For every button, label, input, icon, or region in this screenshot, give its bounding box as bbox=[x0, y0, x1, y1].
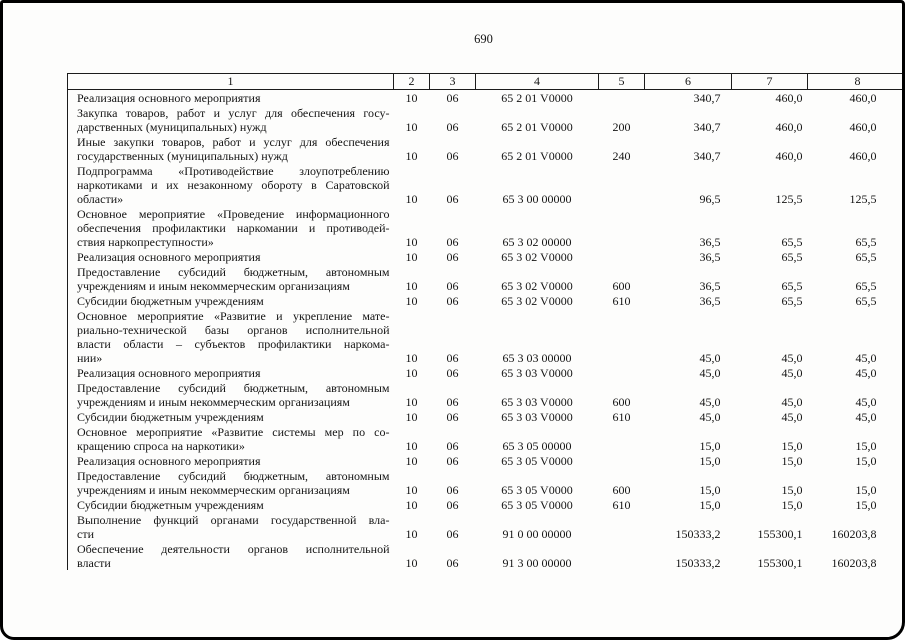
row-value-cell: 65 3 03 V0000 bbox=[501, 395, 573, 409]
row-title-cell bbox=[68, 380, 394, 409]
row-title-cell bbox=[68, 90, 394, 106]
table-header bbox=[68, 74, 905, 90]
row-value-cell: 610 bbox=[612, 294, 631, 308]
row-value-cell: 65 3 00 00000 bbox=[502, 192, 572, 206]
row-value-cell: 65,5 bbox=[781, 294, 803, 308]
row-value-cell: 65 3 05 V0000 bbox=[501, 454, 573, 468]
row-value-cell: 240 bbox=[612, 149, 631, 163]
row-value-cell: 15,0 bbox=[855, 439, 877, 453]
row-title-line: нии» bbox=[77, 351, 103, 365]
row-value-cell: 155300,1 bbox=[757, 556, 803, 570]
row-value-cell bbox=[599, 90, 645, 106]
row-value-cell: 65 2 01 V0000 bbox=[501, 149, 573, 163]
row-title-line: учреждениям и иным некоммерческим организациям bbox=[77, 279, 350, 293]
row-title-line: Реализация основного мероприятия bbox=[77, 250, 261, 264]
row-value-cell: 06 bbox=[446, 91, 459, 105]
row-title-line: дарственных (муниципальных) нужд bbox=[77, 120, 267, 134]
row-value-cell: 600 bbox=[612, 483, 631, 497]
row-title-line: Подпрограмма «Противодействие злоупотреблению bbox=[77, 164, 390, 178]
table-row bbox=[68, 497, 905, 512]
row-value-cell bbox=[599, 453, 645, 468]
row-value-cell: 45,0 bbox=[781, 410, 803, 424]
row-value-cell: 610 bbox=[612, 498, 631, 512]
row-value-cell: 10 bbox=[405, 498, 418, 512]
row-value-cell: 65,5 bbox=[781, 250, 803, 264]
row-value-cell: 10 bbox=[405, 235, 418, 249]
row-title-cell bbox=[68, 308, 394, 365]
row-title-line: наркотиками и их незаконному обороту в Саратовской bbox=[77, 178, 390, 192]
row-value-cell: 06 bbox=[446, 235, 459, 249]
row-title-line: Предоставление субсидий бюджетным, автономным bbox=[77, 469, 390, 483]
row-title-line: риально-технической базы органов исполнительной bbox=[77, 323, 390, 337]
row-value-cell: 15,0 bbox=[699, 439, 721, 453]
row-value-cell bbox=[599, 308, 645, 365]
row-value-cell: 65,5 bbox=[781, 279, 803, 293]
row-title-line: Субсидии бюджетным учреждениям bbox=[77, 410, 264, 424]
row-value-cell: 65 3 05 00000 bbox=[502, 439, 572, 453]
row-value-cell: 45,0 bbox=[699, 410, 721, 424]
row-title-line: кращению спроса на наркотики» bbox=[77, 439, 245, 453]
column-header-1: 1 bbox=[68, 74, 394, 90]
row-value-cell: 96,5 bbox=[699, 192, 721, 206]
row-value-cell bbox=[599, 163, 645, 206]
row-value-cell: 10 bbox=[405, 556, 418, 570]
row-value-cell: 10 bbox=[405, 454, 418, 468]
row-value-cell: 460,0 bbox=[849, 120, 877, 134]
row-value-cell: 45,0 bbox=[699, 395, 721, 409]
row-value-cell: 610 bbox=[612, 410, 631, 424]
row-title-cell bbox=[68, 249, 394, 264]
column-header-8: 8 bbox=[808, 74, 905, 90]
row-title-cell bbox=[68, 105, 394, 134]
row-title-cell bbox=[68, 409, 394, 424]
row-title-cell bbox=[68, 512, 394, 541]
table-row bbox=[68, 308, 905, 365]
row-value-cell: 460,0 bbox=[849, 149, 877, 163]
column-header-6: 6 bbox=[645, 74, 732, 90]
row-value-cell: 06 bbox=[446, 294, 459, 308]
row-title-line: Выполнение функций органами государственной вла- bbox=[77, 513, 390, 527]
table-row bbox=[68, 424, 905, 453]
row-value-cell: 340,7 bbox=[693, 120, 721, 134]
row-title-line: Иные закупки товаров, работ и услуг для обеспечения bbox=[77, 135, 390, 149]
table-row bbox=[68, 249, 905, 264]
row-value-cell: 45,0 bbox=[699, 351, 721, 365]
row-value-cell: 10 bbox=[405, 410, 418, 424]
row-value-cell: 10 bbox=[405, 120, 418, 134]
row-value-cell: 06 bbox=[446, 250, 459, 264]
page-number: 690 bbox=[474, 32, 493, 46]
row-value-cell: 45,0 bbox=[855, 351, 877, 365]
row-value-cell: 15,0 bbox=[699, 454, 721, 468]
row-title-line: Реализация основного мероприятия bbox=[77, 366, 261, 380]
table-row bbox=[68, 163, 905, 206]
row-value-cell: 340,7 bbox=[693, 91, 721, 105]
row-value-cell: 65 2 01 V0000 bbox=[501, 91, 573, 105]
row-value-cell: 36,5 bbox=[699, 250, 721, 264]
row-title-cell bbox=[68, 468, 394, 497]
row-title-line: Предоставление субсидий бюджетным, автономным bbox=[77, 381, 390, 395]
column-header-5: 5 bbox=[599, 74, 645, 90]
column-header-4: 4 bbox=[476, 74, 599, 90]
row-value-cell: 65 3 02 V0000 bbox=[501, 294, 573, 308]
column-header-3: 3 bbox=[430, 74, 476, 90]
row-value-cell: 06 bbox=[446, 120, 459, 134]
table-row bbox=[68, 409, 905, 424]
row-title-cell bbox=[68, 264, 394, 293]
row-value-cell: 65 3 03 V0000 bbox=[501, 366, 573, 380]
table-header-row bbox=[68, 74, 905, 90]
row-title-line: Основное мероприятие «Проведение информационного bbox=[77, 207, 390, 221]
row-value-cell: 10 bbox=[405, 395, 418, 409]
row-title-cell bbox=[68, 134, 394, 163]
row-value-cell: 65,5 bbox=[855, 250, 877, 264]
row-value-cell: 06 bbox=[446, 366, 459, 380]
row-title-line: области» bbox=[77, 192, 124, 206]
row-value-cell: 10 bbox=[405, 527, 418, 541]
table-row bbox=[68, 206, 905, 249]
row-value-cell: 10 bbox=[405, 250, 418, 264]
row-value-cell: 91 3 00 00000 bbox=[502, 556, 572, 570]
row-value-cell: 15,0 bbox=[855, 498, 877, 512]
row-value-cell: 65 3 03 V0000 bbox=[501, 410, 573, 424]
row-value-cell: 10 bbox=[405, 439, 418, 453]
row-value-cell: 06 bbox=[446, 410, 459, 424]
column-header-7: 7 bbox=[732, 74, 808, 90]
row-value-cell: 36,5 bbox=[699, 235, 721, 249]
row-title-cell bbox=[68, 206, 394, 249]
row-title-cell bbox=[68, 424, 394, 453]
row-value-cell: 65 3 02 00000 bbox=[502, 235, 572, 249]
row-title-line: сти bbox=[77, 527, 94, 541]
row-value-cell: 91 0 00 00000 bbox=[502, 527, 572, 541]
row-title-cell bbox=[68, 497, 394, 512]
table-row bbox=[68, 105, 905, 134]
budget-table bbox=[67, 73, 905, 570]
row-title-line: ствия наркопреступности» bbox=[77, 235, 214, 249]
row-title-line: Основное мероприятие «Развитие и укрепление мате- bbox=[77, 309, 390, 323]
row-title-line: Закупка товаров, работ и услуг для обеспечения госу- bbox=[77, 106, 390, 120]
row-value-cell: 45,0 bbox=[781, 351, 803, 365]
row-value-cell: 65 2 01 V0000 bbox=[501, 120, 573, 134]
row-value-cell: 125,5 bbox=[775, 192, 803, 206]
row-value-cell: 160203,8 bbox=[831, 556, 877, 570]
row-title-line: Субсидии бюджетным учреждениям bbox=[77, 498, 264, 512]
row-value-cell: 125,5 bbox=[849, 192, 877, 206]
table-row bbox=[68, 468, 905, 497]
row-value-cell: 65 3 02 V0000 bbox=[501, 279, 573, 293]
table-row bbox=[68, 134, 905, 163]
row-value-cell: 460,0 bbox=[775, 120, 803, 134]
row-value-cell: 06 bbox=[446, 351, 459, 365]
row-value-cell: 45,0 bbox=[855, 410, 877, 424]
table-row bbox=[68, 541, 905, 570]
row-value-cell: 65 3 02 V0000 bbox=[501, 250, 573, 264]
row-title-line: государственных (муниципальных) нужд bbox=[77, 149, 288, 163]
table-row bbox=[68, 365, 905, 380]
row-value-cell: 65 3 05 V0000 bbox=[501, 498, 573, 512]
row-value-cell: 155300,1 bbox=[757, 527, 803, 541]
row-value-cell: 65,5 bbox=[855, 279, 877, 293]
row-value-cell: 150333,2 bbox=[675, 527, 721, 541]
row-value-cell: 65 3 05 V0000 bbox=[501, 483, 573, 497]
row-title-cell bbox=[68, 163, 394, 206]
row-title-line: Субсидии бюджетным учреждениям bbox=[77, 294, 264, 308]
row-title-line: обеспечения профилактики наркомании и противодей- bbox=[77, 221, 390, 235]
row-value-cell: 460,0 bbox=[849, 91, 877, 105]
row-value-cell: 45,0 bbox=[781, 395, 803, 409]
row-value-cell: 340,7 bbox=[693, 149, 721, 163]
row-value-cell: 45,0 bbox=[699, 366, 721, 380]
table-row bbox=[68, 512, 905, 541]
row-value-cell: 06 bbox=[446, 498, 459, 512]
row-value-cell: 15,0 bbox=[781, 439, 803, 453]
row-title-cell bbox=[68, 365, 394, 380]
row-value-cell: 06 bbox=[446, 192, 459, 206]
row-value-cell: 10 bbox=[405, 351, 418, 365]
row-value-cell: 160203,8 bbox=[831, 527, 877, 541]
row-value-cell: 15,0 bbox=[699, 498, 721, 512]
row-value-cell: 36,5 bbox=[699, 294, 721, 308]
row-value-cell: 460,0 bbox=[775, 149, 803, 163]
row-value-cell: 65,5 bbox=[781, 235, 803, 249]
row-value-cell: 15,0 bbox=[699, 483, 721, 497]
row-title-line: Предоставление субсидий бюджетным, автономным bbox=[77, 265, 390, 279]
row-value-cell: 600 bbox=[612, 279, 631, 293]
column-header-2: 2 bbox=[394, 74, 430, 90]
row-value-cell: 10 bbox=[405, 366, 418, 380]
table-row bbox=[68, 293, 905, 308]
row-value-cell: 65 3 03 00000 bbox=[502, 351, 572, 365]
row-title-line: Реализация основного мероприятия bbox=[77, 454, 261, 468]
row-value-cell: 15,0 bbox=[855, 483, 877, 497]
row-value-cell: 06 bbox=[446, 454, 459, 468]
row-title-line: власти области – субъектов профилактики наркома- bbox=[77, 337, 390, 351]
row-value-cell: 15,0 bbox=[855, 454, 877, 468]
row-value-cell: 06 bbox=[446, 527, 459, 541]
row-title-line: Основное мероприятие «Развитие системы мер по со- bbox=[77, 425, 390, 439]
row-title-line: учреждениям и иным некоммерческим организациям bbox=[77, 483, 350, 497]
row-value-cell: 15,0 bbox=[781, 454, 803, 468]
row-value-cell: 06 bbox=[446, 483, 459, 497]
row-title-line: Обеспечение деятельности органов исполнительной bbox=[77, 542, 390, 556]
row-value-cell: 36,5 bbox=[699, 279, 721, 293]
row-value-cell bbox=[599, 365, 645, 380]
table-row bbox=[68, 90, 905, 106]
row-value-cell: 10 bbox=[405, 192, 418, 206]
row-value-cell bbox=[599, 206, 645, 249]
row-value-cell: 65,5 bbox=[855, 294, 877, 308]
row-value-cell: 10 bbox=[405, 149, 418, 163]
row-title-cell bbox=[68, 293, 394, 308]
row-value-cell: 10 bbox=[405, 279, 418, 293]
row-value-cell: 600 bbox=[612, 395, 631, 409]
row-title-line: учреждениям и иным некоммерческим организациям bbox=[77, 395, 350, 409]
row-value-cell: 10 bbox=[405, 294, 418, 308]
table-row bbox=[68, 380, 905, 409]
table-row bbox=[68, 264, 905, 293]
row-value-cell: 200 bbox=[612, 120, 631, 134]
row-title-cell bbox=[68, 453, 394, 468]
row-value-cell: 460,0 bbox=[775, 91, 803, 105]
row-value-cell: 06 bbox=[446, 439, 459, 453]
row-title-line: Реализация основного мероприятия bbox=[77, 91, 261, 105]
row-value-cell: 45,0 bbox=[855, 395, 877, 409]
row-value-cell bbox=[599, 541, 645, 570]
row-title-cell bbox=[68, 541, 394, 570]
row-value-cell: 45,0 bbox=[781, 366, 803, 380]
row-title-line: власти bbox=[77, 556, 111, 570]
row-value-cell: 10 bbox=[405, 91, 418, 105]
row-value-cell bbox=[599, 424, 645, 453]
table-body bbox=[68, 90, 905, 571]
row-value-cell bbox=[599, 512, 645, 541]
row-value-cell: 45,0 bbox=[855, 366, 877, 380]
row-value-cell: 150333,2 bbox=[675, 556, 721, 570]
row-value-cell: 65,5 bbox=[855, 235, 877, 249]
row-value-cell: 06 bbox=[446, 395, 459, 409]
table-row bbox=[68, 453, 905, 468]
row-value-cell: 15,0 bbox=[781, 483, 803, 497]
row-value-cell: 06 bbox=[446, 279, 459, 293]
row-value-cell: 15,0 bbox=[781, 498, 803, 512]
row-value-cell: 06 bbox=[446, 149, 459, 163]
row-value-cell: 10 bbox=[405, 483, 418, 497]
row-value-cell: 06 bbox=[446, 556, 459, 570]
row-value-cell bbox=[599, 249, 645, 264]
